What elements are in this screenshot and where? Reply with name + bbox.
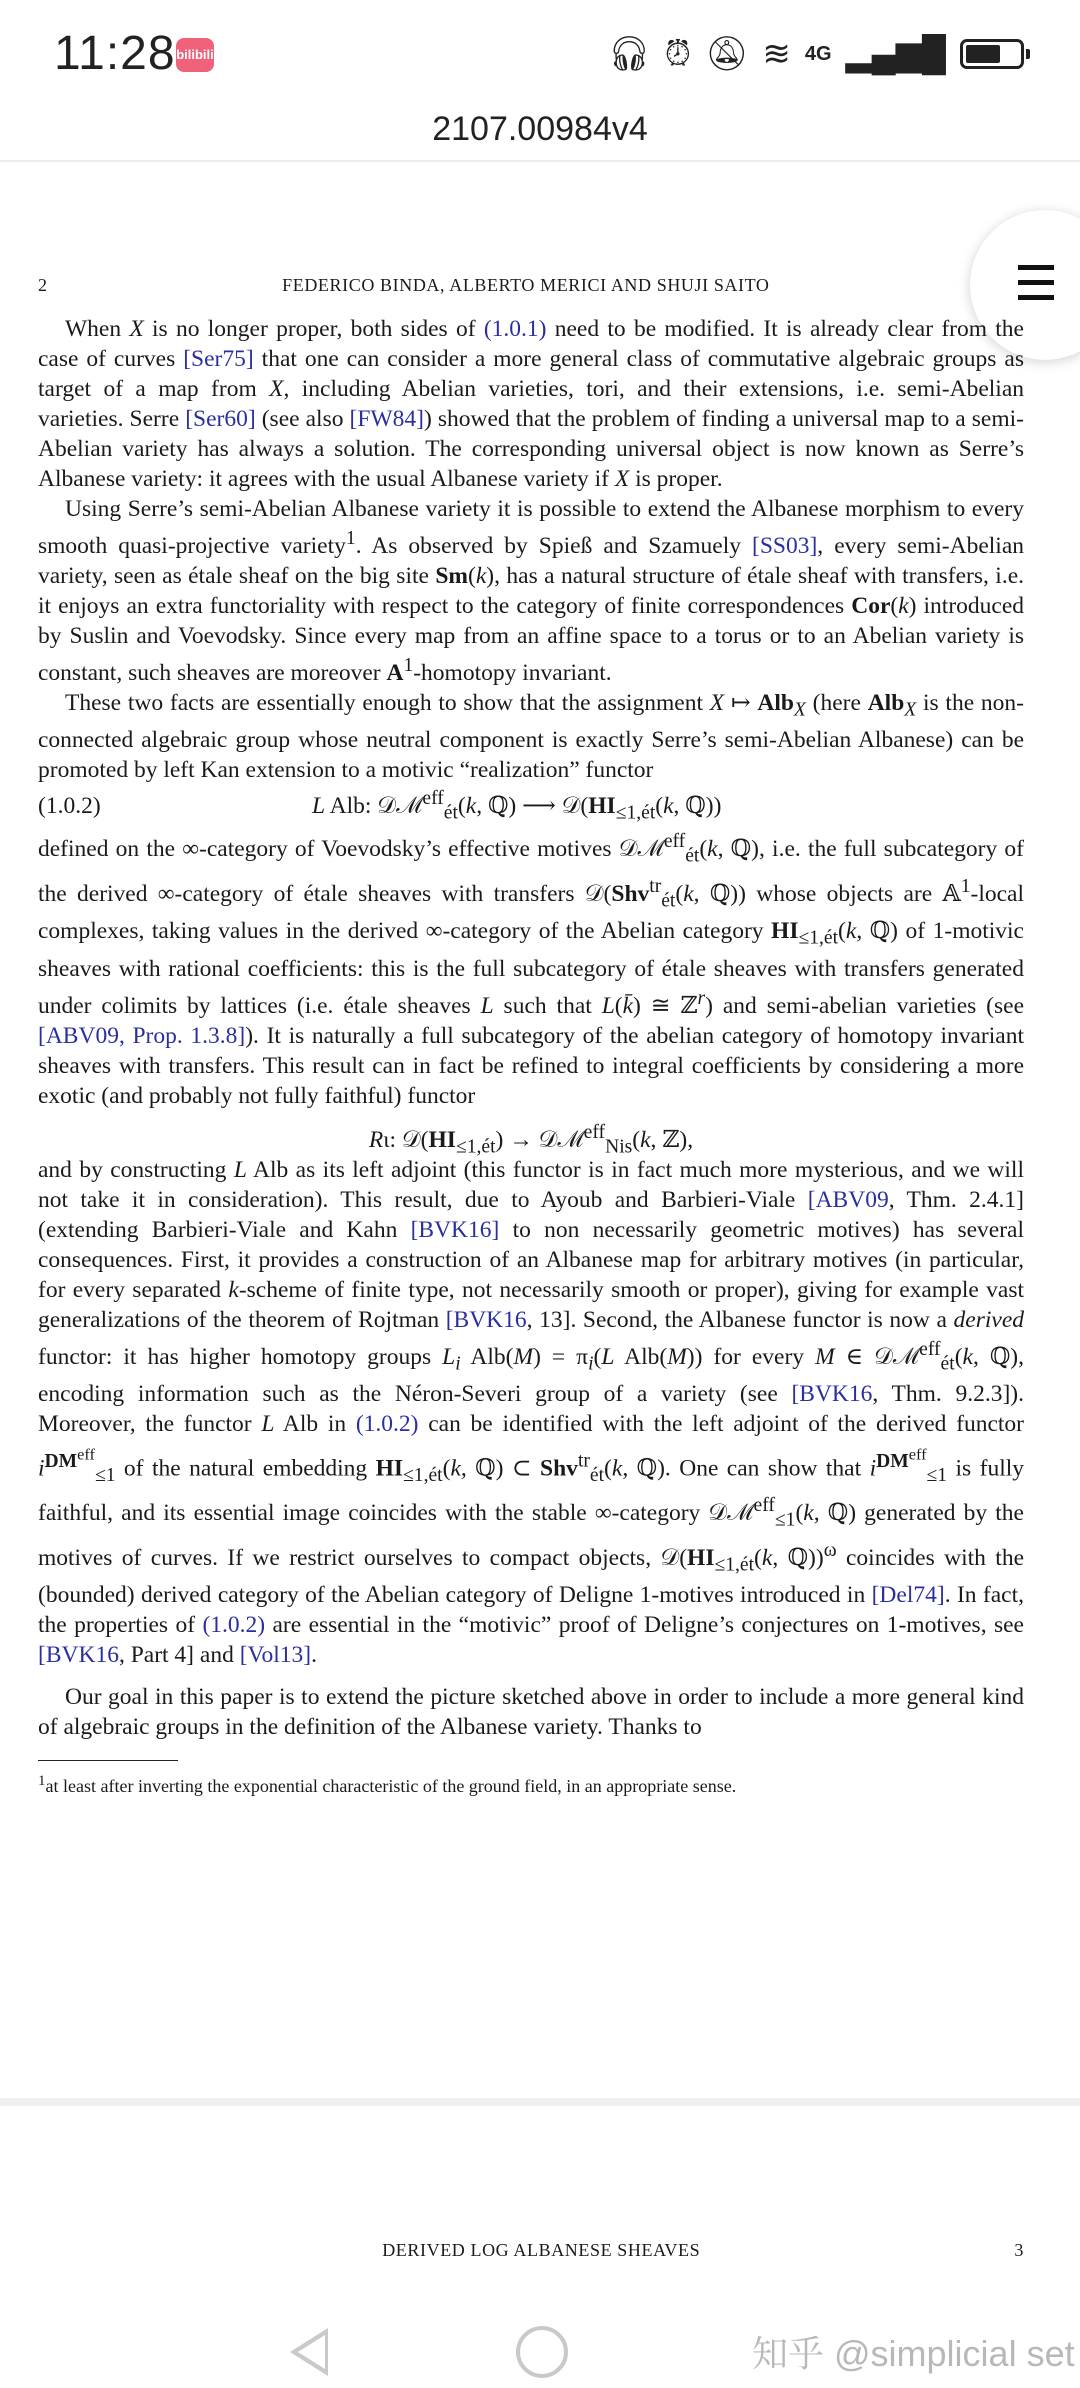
citation-link[interactable]: [ABV09, Prop. 1.3.8] — [38, 1022, 246, 1049]
paragraph: Using Serre’s semi-Abelian Albanese variety it is possible to extend the Albanese morphism to every smooth quasi-projective variety$^1$. As observed by Spieß and Szamuely [SS03], every semi-Abelian variety, seen as étale sheaf on the big site Sm(k), has a natural structure of étale sheaf with transfers, i.e. it enjoys an extra functoriality with respect to the category of finite correspondences Cor(k) introduced by Suslin and Voevodsky. Since every map from an affine space to a torus or to an Abelian variety is constant, such sheaves are moreover $A^1$-homotopy invariant. — [38, 496, 1025, 686]
status-time: 11:28 — [54, 27, 176, 80]
watermark: 知乎 @simplicial set — [752, 2333, 1075, 2374]
citation-link[interactable]: [SS03] — [752, 532, 818, 559]
document-title: 2107.00984v4 — [432, 110, 648, 148]
page-number: 2 — [38, 275, 48, 295]
divider — [0, 160, 1080, 162]
running-head — [38, 270, 1024, 300]
next-page-running-head — [38, 2240, 1024, 2261]
battery-icon — [960, 39, 1024, 69]
headphones-icon: 🎧︎ — [607, 35, 651, 73]
citation-link[interactable]: [ABV09 — [807, 1186, 889, 1213]
signal-icon: ▂▄▆█ — [845, 35, 946, 73]
page-number: 3 — [1014, 2240, 1024, 2260]
citation-link[interactable]: [BVK16 — [445, 1306, 527, 1333]
page-separator — [0, 2098, 1080, 2106]
alarm-icon: ⏰︎ — [664, 35, 692, 73]
paragraph: These two facts are essentially enough to show that the assignment X ↦ Alb$_X$ (here Alb$_X$ is the non-connected algebraic group whose neutral component is exactly Serre’s semi-Abelian Albanese) can be promoted by left Kan extension to a motivic “realization” functor — [38, 689, 1024, 784]
running-head-title: DERIVED LOG ALBANESE SHEAVES — [382, 2240, 701, 2260]
citation-link[interactable]: [Ser75] — [183, 346, 254, 372]
mute-bell-icon: 🔕︎ — [705, 35, 749, 73]
paragraph: defined on the ∞-category of Voevodsky’s effective motives 𝒟ℳ$^{eff}_{ét}$(k, ℚ), i.e. the full subcategory of the derived ∞-category of étale sheaves with transfers 𝒟(Shv$^{tr}_{ét}$(k, ℚ)) whose objects are 𝔸$^1$-local complexes, taking values in the derived ∞-category of the Abelian category $HI_{\le 1,ét}(k$, ℚ) of 1-motivic sheaves with rational coefficients: this is the full subcategory of étale sheaves with transfers generated under colimits by lattices (i.e. étale sheaves L such that L(k̄) ≅ ℤ$^r$) and semi-abelian varieties (see [ABV09, Prop. 1.3.8]). It is naturally a full subcategory of the abelian category of homotopy invariant sheaves with transfers. This result can in fact be refined to integral coefficients by considering a more exotic (and probably not fully faithful) functor — [38, 831, 1024, 1109]
paragraph: Our goal in this paper is to extend the picture sketched above in order to include a more general kind of algebraic groups in the definition of the Albanese variety. Thanks to — [38, 1684, 1024, 1741]
equation-link[interactable]: (1.0.2) — [355, 1411, 419, 1438]
network-type-label: 4G — [804, 43, 832, 65]
citation-link[interactable]: [BVK16 — [38, 1642, 119, 1669]
citation-link[interactable]: [Del74] — [871, 1582, 945, 1609]
status-icons — [607, 34, 1024, 74]
citation-link[interactable]: [FW84] — [349, 406, 424, 432]
equation-r-iota: Rι: $𝒟(HI_{\le 1,ét})$ → 𝒟ℳ$^{eff}_{Nis}$(k, ℤ), — [368, 1121, 694, 1158]
bilibili-app-icon: bilibili — [176, 38, 214, 72]
back-icon[interactable] — [290, 2328, 328, 2376]
citation-link[interactable]: [Ser60] — [185, 406, 256, 432]
equation-link[interactable]: (1.0.2) — [202, 1612, 266, 1639]
running-head-authors: FEDERICO BINDA, ALBERTO MERICI AND SHUJI SAITO — [282, 275, 770, 295]
paper-page — [38, 270, 1024, 1798]
footnote-text: at least after inverting the exponential characteristic of the ground field, in an appropriate sense. — [45, 1776, 737, 1797]
paragraph: When X is no longer proper, both sides of (1.0.1) need to be modified. It is already clear from the case of curves [Ser75] that one can consider a more general class of commutative algebraic groups as target of a map from X, including Abelian varieties, tori, and their extensions, i.e. semi-Abelian varieties. Serre [Ser60] (see also [FW84]) showed that the problem of finding a universal map to a semi-Abelian variety has always a solution. The corresponding universal object is now known as Serre’s Albanese variety: it agrees with the usual Albanese variety if X is proper. — [38, 316, 1025, 492]
status-bar — [0, 0, 1080, 110]
equation-1-0-2: (1.0.2) L Alb: 𝒟ℳ$^{eff}_{ét}$(k, ℚ) ⟶ $𝒟(HI_{\le 1,ét}(k$, ℚ)) — [38, 788, 722, 824]
citation-link[interactable]: [Vol13] — [239, 1642, 312, 1669]
equation-link[interactable]: (1.0.1) — [483, 316, 547, 342]
wifi-icon: ≋ — [762, 35, 791, 73]
citation-link[interactable]: [BVK16] — [410, 1216, 500, 1243]
navigation-bar — [0, 2300, 1080, 2388]
footnote-divider — [38, 1760, 178, 1761]
footnote: $^1$at least after inverting the exponential characteristic of the ground field, in an appropriate sense. — [38, 1773, 737, 1797]
home-icon[interactable] — [516, 2326, 568, 2378]
paragraph: and by constructing L Alb as its left adjoint (this functor is in fact much more mysterious, and we will not take it in consideration). This result, due to Ayoub and Barbieri-Viale [ABV09, Thm. 2.4.1] (extending Barbieri-Viale and Kahn [BVK16] to non necessarily geometric motives) has several consequences. First, it provides a construction of an Albanese map for arbitrary motives (in particular, for every separated k-scheme of finite type, not necessarily smooth or proper), giving for example vast generalizations of the theorem of Rojtman [BVK16, 13]. Second, the Albanese functor is now a derived functor: it has higher homotopy groups $L_i$ $Alb(M) = \pi_i(L$ Alb(M)) for every M ∈ 𝒟ℳ$^{eff}_{ét}$(k, ℚ), encoding information such as the Néron-Severi group of a variety (see [BVK16, Thm. 9.2.3]). Moreover, the functor L Alb in (1.0.2) can be identified with the left adjoint of the derived functor $i^{DM^{eff}}_{\le 1}$ of the natural embedding $HI_{\le 1,ét}(k$, ℚ) ⊂ Shv$^{tr}_{ét}$(k, ℚ). One can show that $i^{DM^{eff}}_{\le 1}$ is fully faithful, and its essential image coincides with the stable ∞-category 𝒟ℳ$^{eff}_{\le 1}$(k, ℚ) generated by the motives of curves. If we restrict ourselves to compact objects, $𝒟(HI_{\le 1,ét}(k$, ℚ))$^\omega$ coincides with the (bounded) derived category of the Abelian category of Deligne 1-motives introduced in [Del74]. In fact, the properties of (1.0.2) are essential in the “motivic” proof of Deligne’s conjectures on 1-motives, see [BVK16, Part 4] and [Vol13]. — [38, 1156, 1025, 1669]
citation-link[interactable]: [BVK16 — [791, 1381, 873, 1408]
